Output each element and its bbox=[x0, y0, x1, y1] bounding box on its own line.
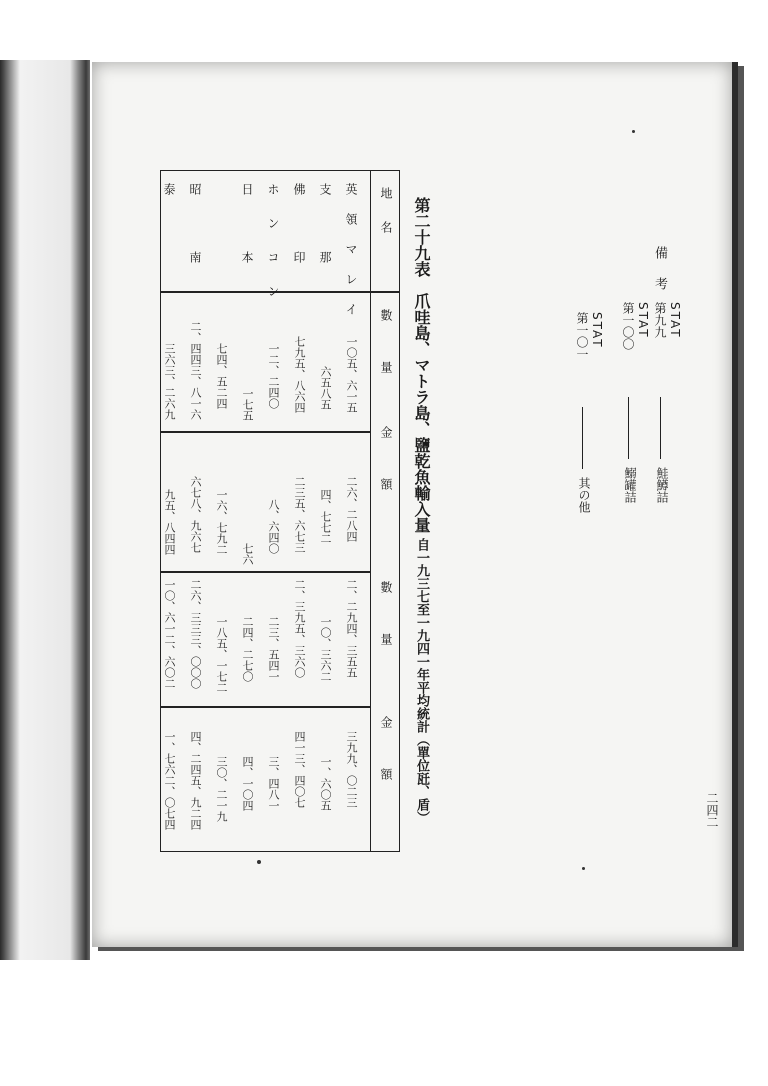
note-leader-line bbox=[582, 407, 583, 469]
table-body bbox=[161, 171, 371, 851]
scan-speck bbox=[582, 867, 585, 870]
header-amount-2: 金額 bbox=[379, 716, 393, 820]
cell-amount-1: 二六、二八四 bbox=[345, 476, 358, 542]
note-leader-line bbox=[660, 397, 661, 459]
cell-amount-2: 四一三、四〇七 bbox=[293, 731, 306, 808]
scan-speck bbox=[257, 860, 261, 864]
cell-amount-2: 三、四八一 bbox=[267, 756, 280, 811]
row-label: 日本 bbox=[240, 183, 254, 319]
row-label: ホンコン bbox=[266, 183, 280, 319]
cell-quantity-1: 一二、二四〇 bbox=[267, 343, 280, 409]
cell-quantity-1: 一七五 bbox=[241, 388, 254, 421]
header-quantity-1: 數量 bbox=[379, 309, 393, 413]
note-item bbox=[575, 312, 606, 542]
row-label: 泰 bbox=[162, 183, 176, 213]
cell-amount-1: 四、七七二 bbox=[319, 489, 332, 544]
cell-quantity-2: 二、二九四、三五五 bbox=[345, 579, 358, 678]
row-label: 佛印 bbox=[292, 183, 306, 319]
note-stat: STAT bbox=[590, 312, 604, 349]
table-header-column bbox=[370, 171, 399, 851]
note-description: 鮭鱒詰 bbox=[655, 467, 669, 503]
cell-amount-2: 一、六〇五 bbox=[319, 756, 332, 811]
note-number: 第九九 bbox=[653, 302, 667, 338]
header-quantity-2: 數量 bbox=[379, 581, 393, 685]
cell-quantity-1: 六五八五 bbox=[319, 366, 332, 410]
cell-amount-1: 六七八、九六七 bbox=[189, 476, 202, 553]
cell-amount-1: 八、六四〇 bbox=[267, 499, 280, 554]
cell-amount-2: 四、一〇四 bbox=[241, 756, 254, 811]
note-number: 第一〇一 bbox=[575, 312, 589, 360]
cell-quantity-2: 一〇、六一二、六〇二 bbox=[163, 579, 176, 689]
note-stat: STAT bbox=[668, 302, 682, 339]
note-description: 其の他 bbox=[577, 477, 591, 513]
cell-quantity-2: 二三、五四一 bbox=[267, 616, 280, 682]
cell-amount-1: 九五、八四四 bbox=[163, 489, 176, 555]
data-table bbox=[160, 170, 400, 852]
cell-quantity-1: 一〇五、六一五 bbox=[345, 336, 358, 413]
cell-quantity-2: 二四、二七〇 bbox=[241, 616, 254, 682]
scan-speck bbox=[632, 130, 635, 133]
note-stat: STAT bbox=[636, 302, 650, 339]
notes-label: 備考 bbox=[652, 246, 667, 308]
cell-amount-1: 二三五、六七三 bbox=[293, 476, 306, 553]
cell-amount-1: 七六 bbox=[241, 543, 254, 565]
note-number: 第一〇〇 bbox=[621, 302, 635, 350]
table-title: 第二十九表 爪哇島、マトラ島、鹽乾魚輸入量 bbox=[412, 197, 431, 533]
cell-amount-2: 三〇、二一九 bbox=[215, 756, 228, 822]
cell-quantity-1: 七四、五二四 bbox=[215, 343, 228, 409]
page-number: 二四二 bbox=[705, 792, 719, 828]
note-item bbox=[621, 302, 652, 532]
cell-amount-2: 一、七六二、〇七四 bbox=[163, 731, 176, 830]
book-spine-edge bbox=[0, 60, 90, 960]
note-item bbox=[653, 302, 684, 532]
cell-quantity-1: 三六三、二六九 bbox=[163, 343, 176, 420]
row-label: 英領マレイ bbox=[344, 183, 358, 333]
table-subtitle: 自一九三七至一九四一年平均統計（單位瓩、盾） bbox=[414, 538, 429, 824]
note-description: 鰯罐詰 bbox=[623, 467, 637, 503]
cell-quantity-1: 七九五、八六四 bbox=[293, 336, 306, 413]
row-label: 昭南 bbox=[188, 183, 202, 319]
header-region: 地名 bbox=[379, 187, 393, 255]
cell-amount-2: 三九九、〇二三 bbox=[345, 731, 358, 808]
cell-quantity-2: 一〇、三六二 bbox=[319, 616, 332, 682]
cell-quantity-2: 二、三九五、三六〇 bbox=[293, 579, 306, 678]
scanned-page bbox=[92, 62, 738, 947]
header-amount-1: 金額 bbox=[379, 426, 393, 530]
row-label: 支那 bbox=[318, 183, 332, 319]
cell-quantity-1: 二、四四三、八一六 bbox=[189, 321, 202, 420]
cell-amount-1: 一六、七九二 bbox=[215, 489, 228, 555]
cell-amount-2: 四、二四五、九二四 bbox=[189, 731, 202, 830]
cell-quantity-2: 二六、三三三、〇〇〇 bbox=[189, 579, 202, 689]
cell-quantity-2: 一八五、一七二 bbox=[215, 616, 228, 693]
note-leader-line bbox=[628, 397, 629, 459]
